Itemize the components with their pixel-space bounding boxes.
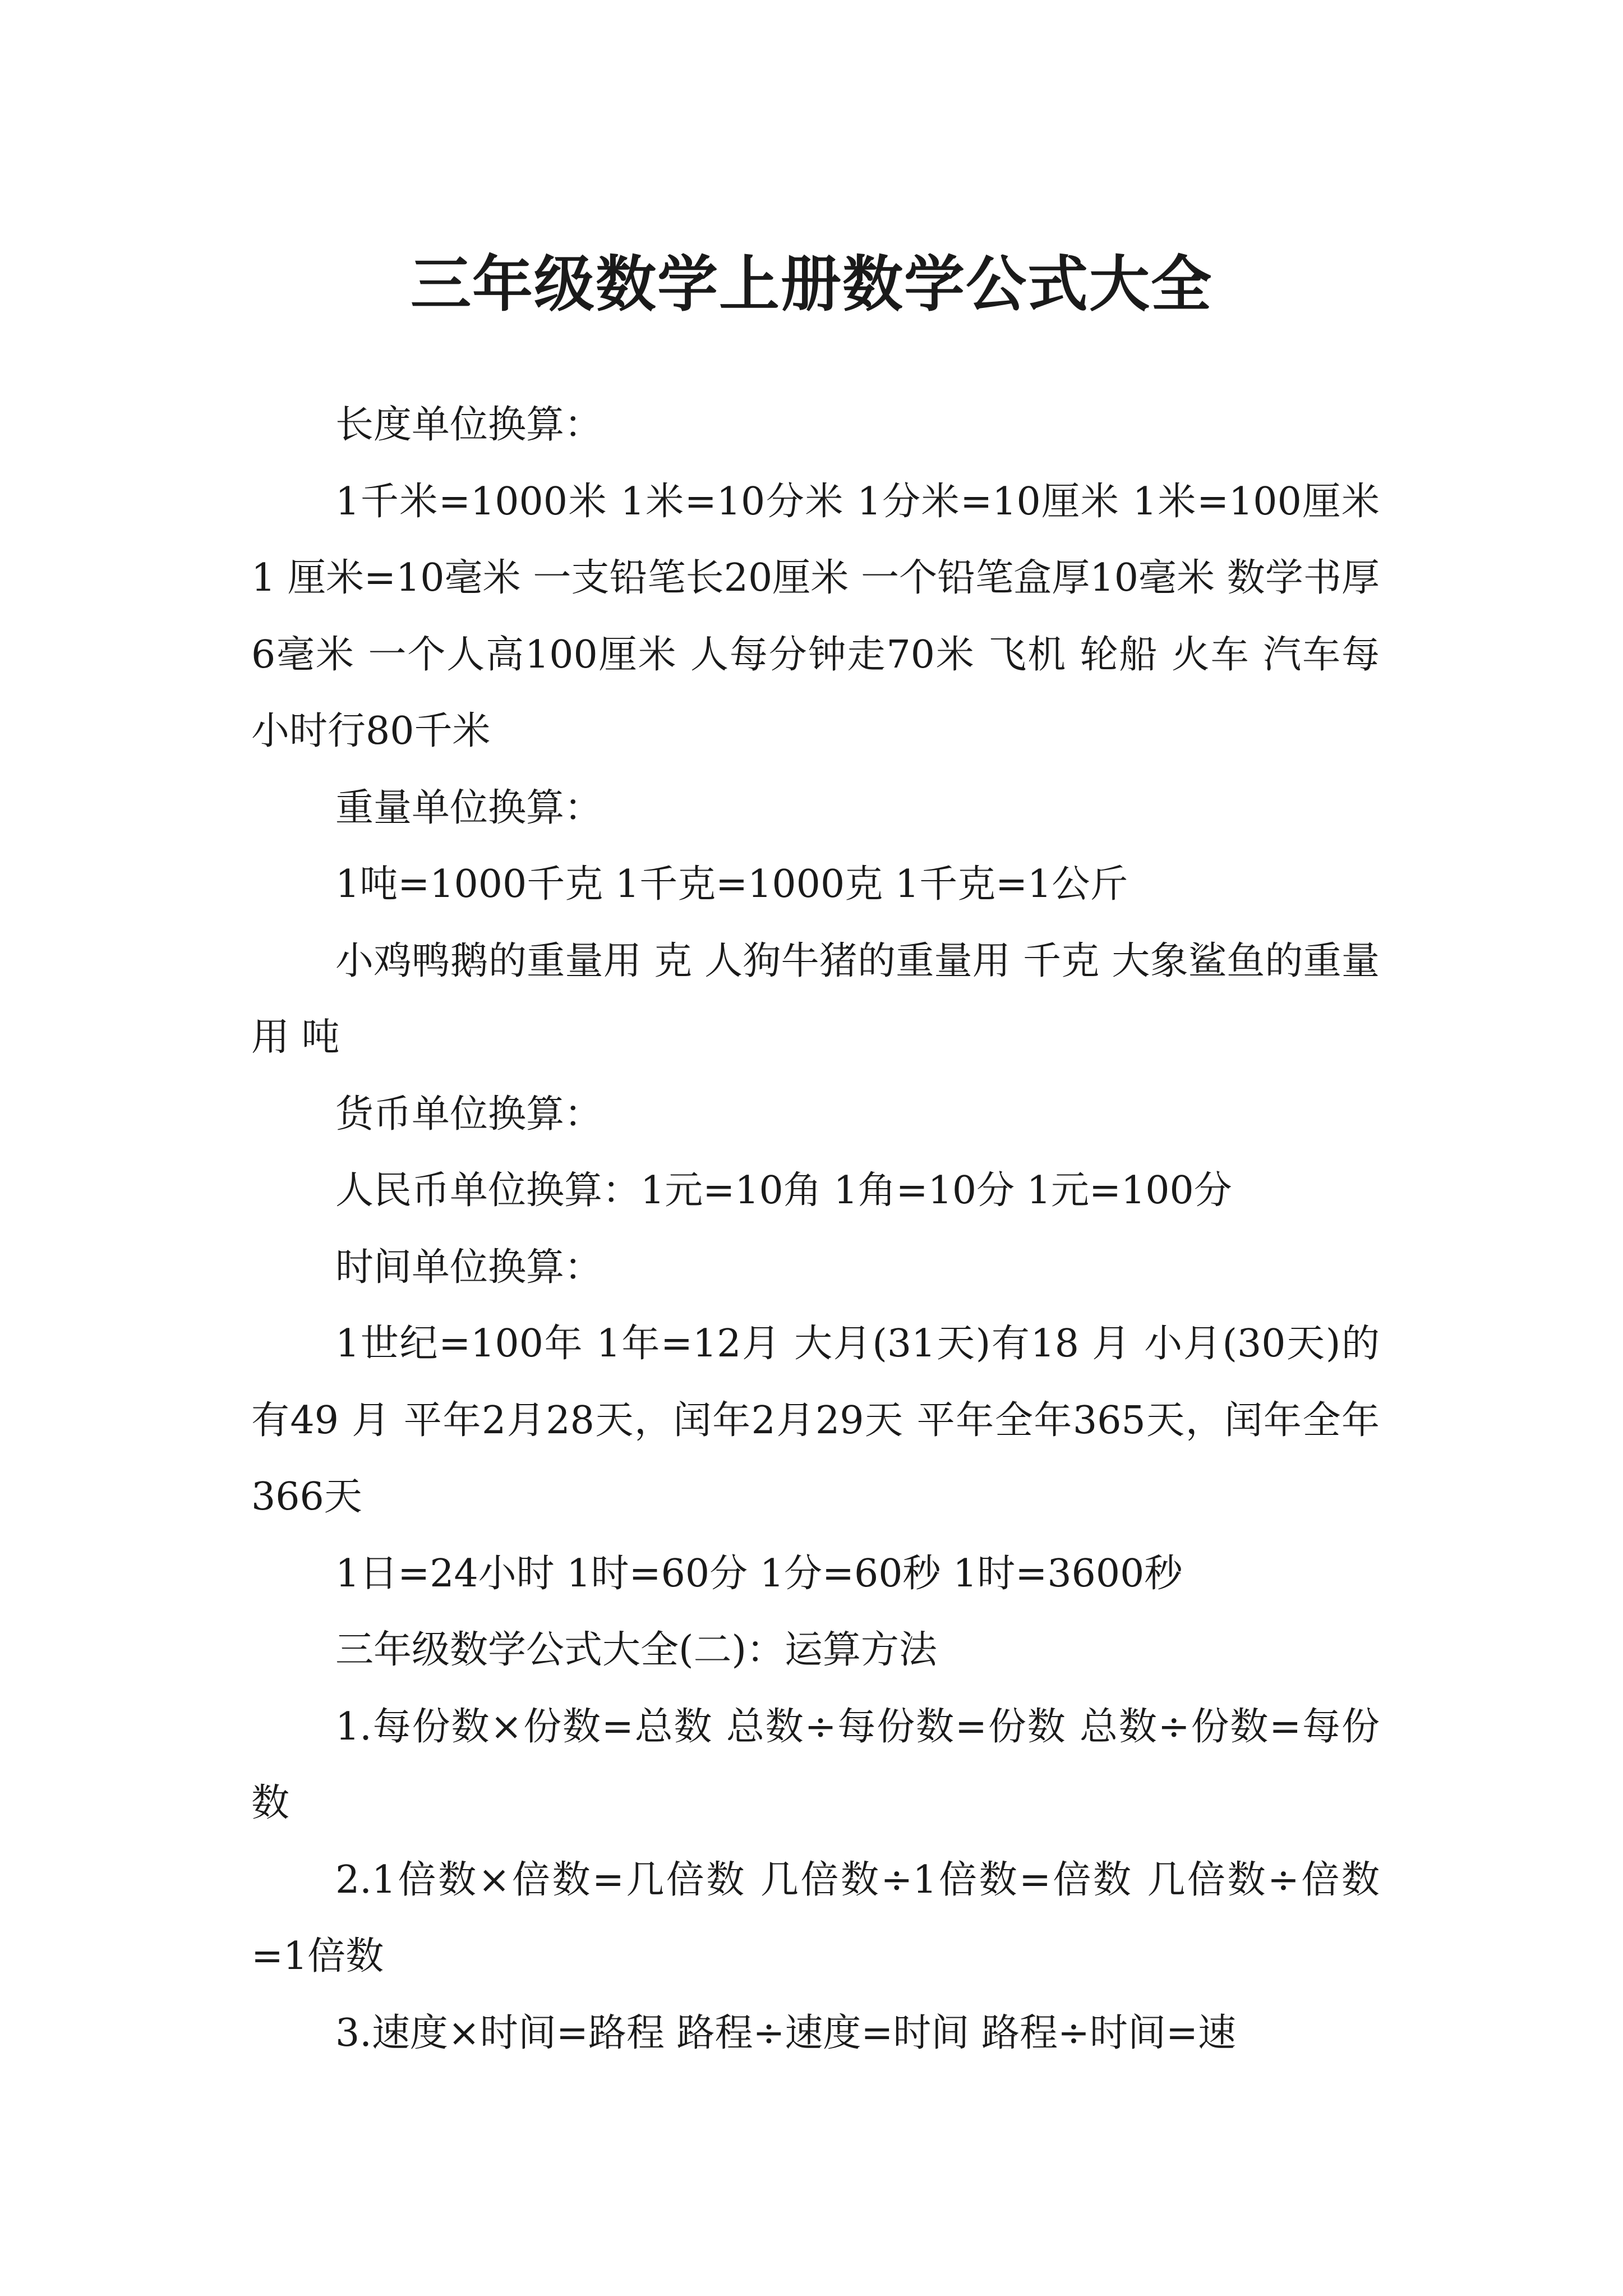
paragraph-weight-heading: 重量单位换算：: [335, 785, 603, 830]
paragraph-weight-units: 1吨=1000千克 1千克=1000克 1千克=1公斤: [335, 862, 1128, 907]
paragraph-time-day: 1日=24小时 1时=60分 1分=60秒 1时=3600秒: [335, 1551, 1183, 1596]
paragraph-formula-2: 2.1倍数×倍数=几倍数 几倍数÷1倍数=倍数 几倍数÷倍数=1倍数: [251, 1857, 1380, 1978]
paragraph-formula-1: 1.每份数×份数=总数 总数÷每份数=份数 总数÷份数=每份数: [251, 1704, 1380, 1825]
paragraph-formula-3: 3.速度×时间=路程 路程÷速度=时间 路程÷时间=速: [335, 2010, 1236, 2055]
paragraph-length-heading: 长度单位换算：: [335, 403, 603, 447]
paragraph-time-units: 1世纪=100年 1年=12月 大月(31天)有18 月 小月(30天)的有49 月 平年2月28天，闰年2月29天 平年全年365天，闰年全年366天: [251, 1322, 1380, 1519]
paragraph-currency-units: 人民币单位换算：1元=10角 1角=10分 1元=100分: [335, 1168, 1232, 1213]
document-body: [251, 387, 1380, 2072]
paragraph-section-two-heading: 三年级数学公式大全(二)：运算方法: [335, 1628, 938, 1672]
paragraph-time-heading: 时间单位换算：: [335, 1245, 603, 1290]
document-title: 三年级数学上册数学公式大全: [410, 249, 1212, 320]
paragraph-length-units: 1千米=1000米 1米=10分米 1分米=10厘米 1米=100厘米 1 厘米=10毫米 一支铅笔长20厘米 一个铅笔盒厚10毫米 数学书厚6毫米 一个人高100厘米 人每分钟走70米 飞机 轮船 火车 汽车每小时行80千米: [251, 479, 1380, 753]
paragraph-currency-heading: 货币单位换算：: [335, 1092, 603, 1137]
paragraph-weight-examples: 小鸡鸭鹅的重量用 克 人狗牛猪的重量用 千克 大象鲨鱼的重量用 吨: [251, 938, 1380, 1060]
